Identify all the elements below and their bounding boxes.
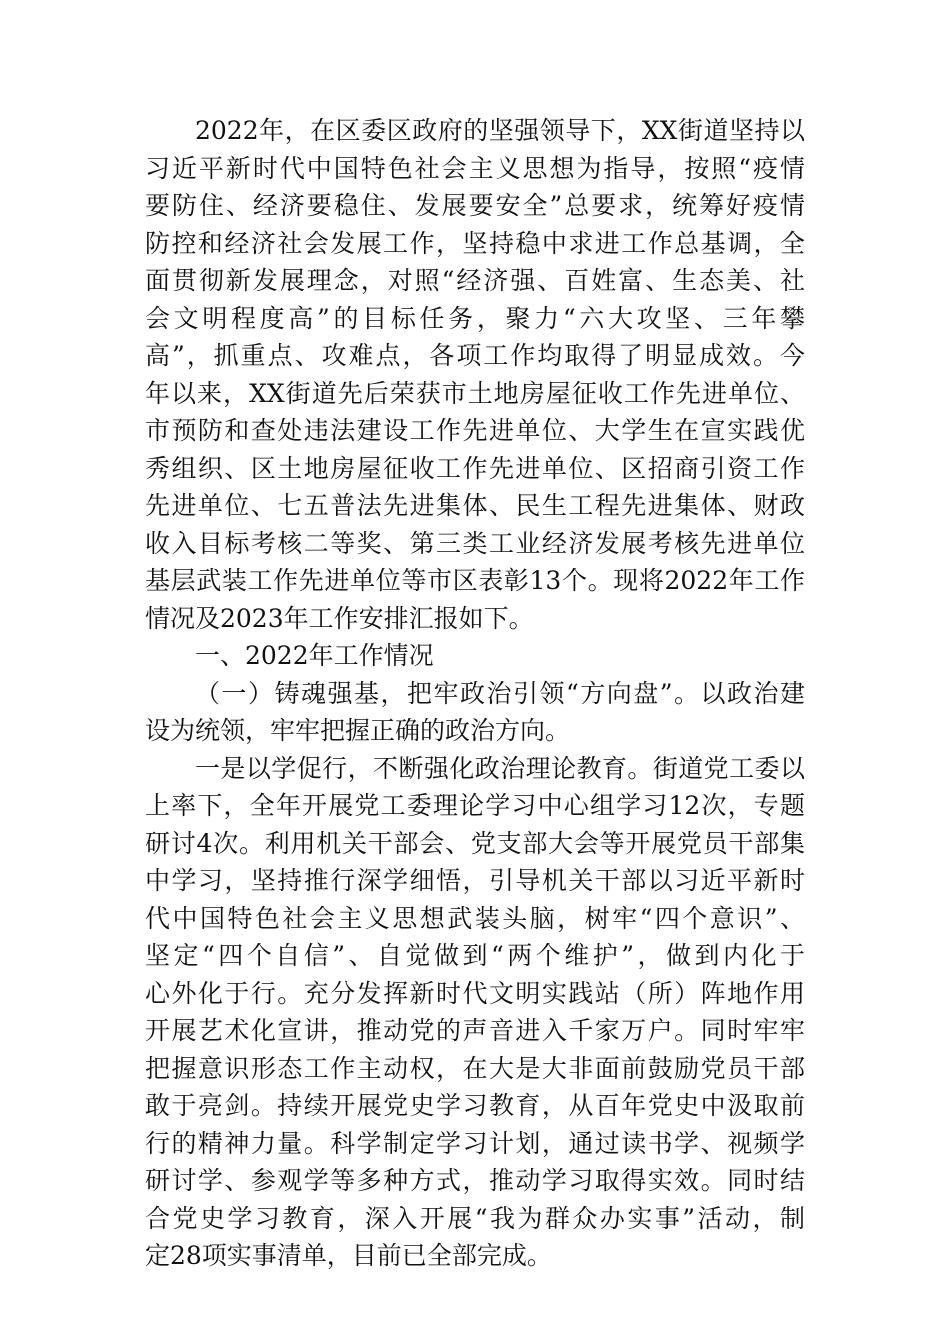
text-line: 防控和经济社会发展工作，坚持稳中求进工作总基调，全 (145, 228, 805, 258)
text-line: 研讨学、参观学等多种方式，推动学习取得实效。同时结 (145, 1166, 805, 1195)
text-line: 习近平新时代中国特色社会主义思想为指导，按照“疫情 (145, 153, 805, 183)
text-line: 一是以学促行，不断强化政治理论教育。街道党工委以 (195, 753, 805, 783)
text-line: 收入目标考核二等奖、第三类工业经济发展考核先进单位 (145, 528, 805, 558)
text-line: 秀组织、区土地房屋征收工作先进单位、区招商引资工作 (145, 453, 805, 483)
text-line: 年以来，XX街道先后荣获市土地房屋征收工作先进单位、 (145, 378, 805, 408)
text-line: 敢于亮剑。持续开展党史学习教育，从百年党史中汲取前 (145, 1091, 805, 1120)
paragraph-body-1 (145, 750, 805, 1275)
subsection-heading-paragraph (145, 675, 805, 750)
text-line: 设为统领，牢牢把握正确的政治方向。 (145, 716, 571, 745)
text-line: 坚定“四个自信”、自觉做到“两个维护”，做到内化于 (145, 941, 805, 970)
text-line: 高”，抓重点、攻难点，各项工作均取得了明显成效。今 (145, 341, 805, 370)
text-line: 行的精神力量。科学制定学习计划，通过读书学、视频学 (145, 1128, 805, 1158)
text-line: 合党史学习教育，深入开展“我为群众办实事”活动，制 (145, 1203, 805, 1233)
text-line: 要防住、经济要稳住、发展要安全”总要求，统筹好疫情 (145, 191, 805, 220)
text-line: 中学习，坚持推行深学细悟，引导机关干部以习近平新时 (145, 866, 805, 895)
text-line: （一）铸魂强基，把牢政治引领“方向盘”。以政治建 (195, 678, 805, 708)
heading-line: 一、2022年工作情况 (195, 641, 434, 670)
text-line: 开展艺术化宣讲，推动党的声音进入千家万户。同时牢牢 (145, 1016, 805, 1045)
text-line: 基层武装工作先进单位等市区表彰13个。现将2022年工作 (145, 566, 805, 595)
paragraph-intro (145, 112, 805, 637)
text-line: 定28项实事清单，目前已全部完成。 (145, 1241, 552, 1270)
document-body (145, 112, 805, 1275)
text-line: 把握意识形态工作主动权，在大是大非面前鼓励党员干部 (145, 1053, 805, 1083)
text-line: 2022年，在区委区政府的坚强领导下，XX街道坚持以 (195, 116, 805, 145)
text-line: 心外化于行。充分发挥新时代文明实践站（所）阵地作用 (145, 978, 805, 1008)
text-line: 情况及2023年工作安排汇报如下。 (145, 603, 534, 633)
text-line: 研讨4次。利用机关干部会、党支部大会等开展党员干部集 (145, 828, 805, 858)
section-heading (145, 637, 805, 675)
text-line: 上率下，全年开展党工委理论学习中心组学习12次，专题 (145, 791, 805, 820)
text-line: 会文明程度高”的目标任务，聚力“六大攻坚、三年攀 (145, 303, 805, 333)
text-line: 代中国特色社会主义思想武装头脑，树牢“四个意识”、 (145, 903, 805, 933)
text-line: 面贯彻新发展理念，对照“经济强、百姓富、生态美、社 (145, 266, 805, 295)
text-line: 先进单位、七五普法先进集体、民生工程先进集体、财政 (145, 491, 805, 520)
text-line: 市预防和查处违法建设工作先进单位、大学生在宣实践优 (145, 416, 805, 445)
